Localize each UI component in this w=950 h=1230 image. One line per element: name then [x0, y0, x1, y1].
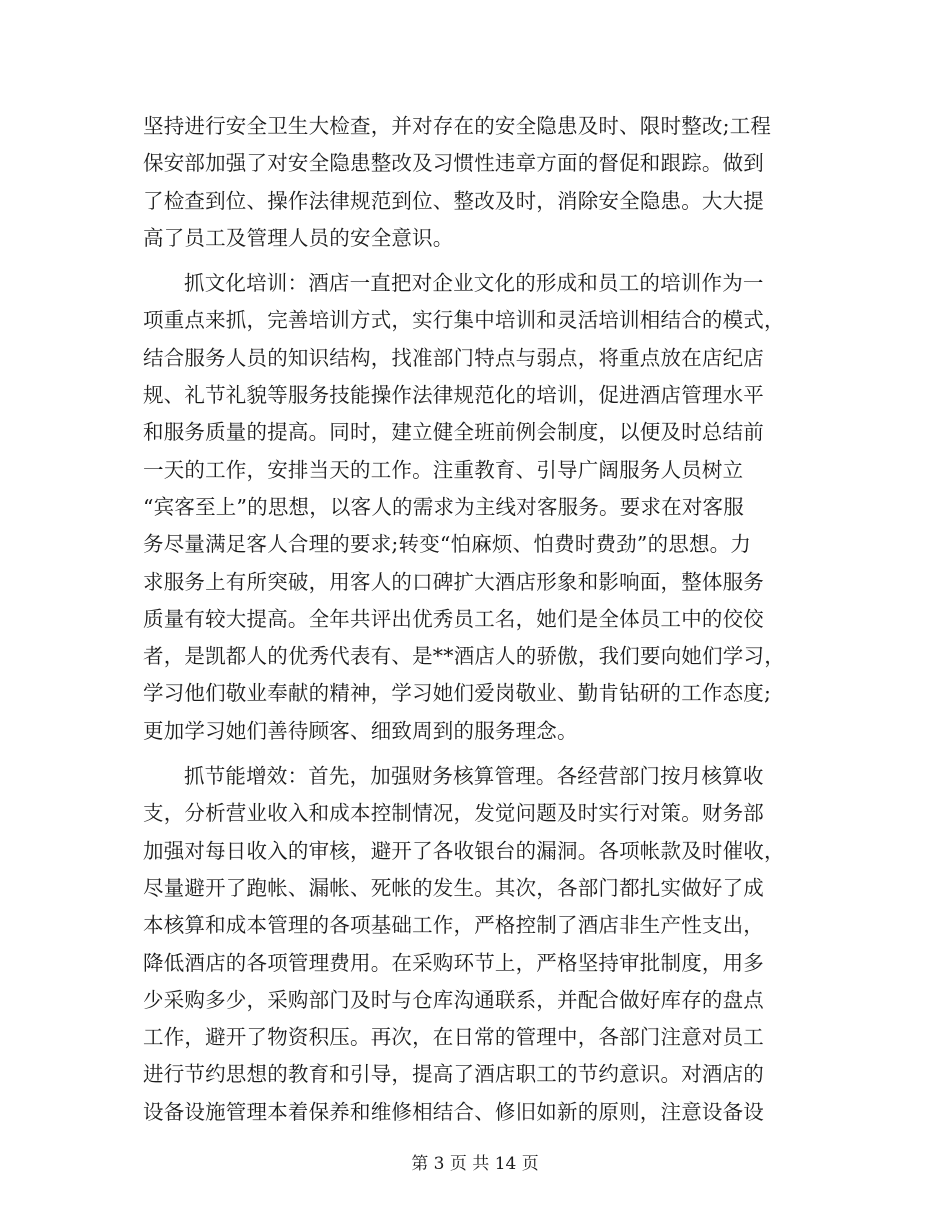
text-line: 设备设施管理本着保养和维修相结合、修旧如新的原则，注意设备设 [143, 1099, 764, 1124]
body-text [143, 108, 808, 1131]
text-line: 项重点来抓，完善培训方式，实行集中培训和灵活培训相结合的模式， [143, 308, 785, 333]
text-line: 支，分析营业收入和成本控制情况，发觉问题及时实行对策。财务部 [143, 801, 764, 826]
text-line: 抓文化培训：酒店一直把对企业文化的形成和员工的培训作为一 [184, 271, 764, 296]
text-line: 加强对每日收入的审核，避开了各收银台的漏洞。各项帐款及时催收， [143, 838, 785, 863]
text-line: 少采购多少，采购部门及时与仓库沟通联系，并配合做好库存的盘点 [143, 987, 764, 1012]
text-line: 尽量避开了跑帐、漏帐、死帐的发生。其次，各部门都扎实做好了成 [143, 875, 764, 900]
text-line: 坚持进行安全卫生大检查，并对存在的安全隐患及时、限时整改;工程 [143, 114, 772, 138]
text-line: “宾客至上”的思想，以客人的需求为主线对客服务。要求在对客服 [143, 494, 744, 519]
text-line: 本核算和成本管理的各项基础工作，严格控制了酒店非生产性支出， [143, 913, 764, 938]
text-line: 规、礼节礼貌等服务技能操作法律规范化的培训，促进酒店管理水平 [143, 383, 764, 408]
paragraph-energy-saving [143, 758, 808, 1131]
text-line: 了检查到位、操作法律规范到位、整改及时，消除安全隐患。大大提 [143, 188, 764, 213]
text-line: 抓节能增效：首先，加强财务核算管理。各经营部门按月核算收 [184, 764, 764, 789]
text-line: 工作，避开了物资积压。再次，在日常的管理中，各部门注意对员工 [143, 1025, 764, 1050]
text-line: 高了员工及管理人员的安全意识。 [143, 225, 454, 250]
page-number-footer: 第 3 页 共 14 页 [411, 1154, 539, 1174]
paragraph-culture-training [143, 265, 808, 750]
text-line: 一天的工作，安排当天的工作。注重教育、引导广阔服务人员树立 [143, 457, 744, 482]
text-line: 结合服务人员的知识结构，找准部门特点与弱点，将重点放在店纪店 [143, 345, 764, 370]
text-line: 务尽量满足客人合理的要求;转变“怕麻烦、怕费时费劲”的思想。力 [143, 532, 752, 557]
text-line: 降低酒店的各项管理费用。在采购环节上，严格坚持审批制度，用多 [143, 950, 764, 975]
text-line: 进行节约思想的教育和引导，提高了酒店职工的节约意识。对酒店的 [143, 1062, 764, 1087]
text-line: 者，是凯都人的优秀代表有、是**酒店人的骄傲，我们要向她们学习， [143, 644, 785, 669]
text-line: 学习他们敬业奉献的精神，学习她们爱岗敬业、勤肯钻研的工作态度; [143, 681, 772, 706]
text-line: 和服务质量的提高。同时，建立健全班前例会制度，以便及时总结前 [143, 420, 764, 445]
text-line: 更加学习她们善待顾客、细致周到的服务理念。 [143, 718, 578, 743]
text-line: 质量有较大提高。全年共评出优秀员工名，她们是全体员工中的佼佼 [143, 606, 764, 631]
paragraph-safety [143, 108, 808, 257]
text-line: 保安部加强了对安全隐患整改及习惯性违章方面的督促和跟踪。做到 [143, 151, 764, 176]
text-line: 求服务上有所突破，用客人的口碑扩大酒店形象和影响面，整体服务 [143, 569, 764, 594]
